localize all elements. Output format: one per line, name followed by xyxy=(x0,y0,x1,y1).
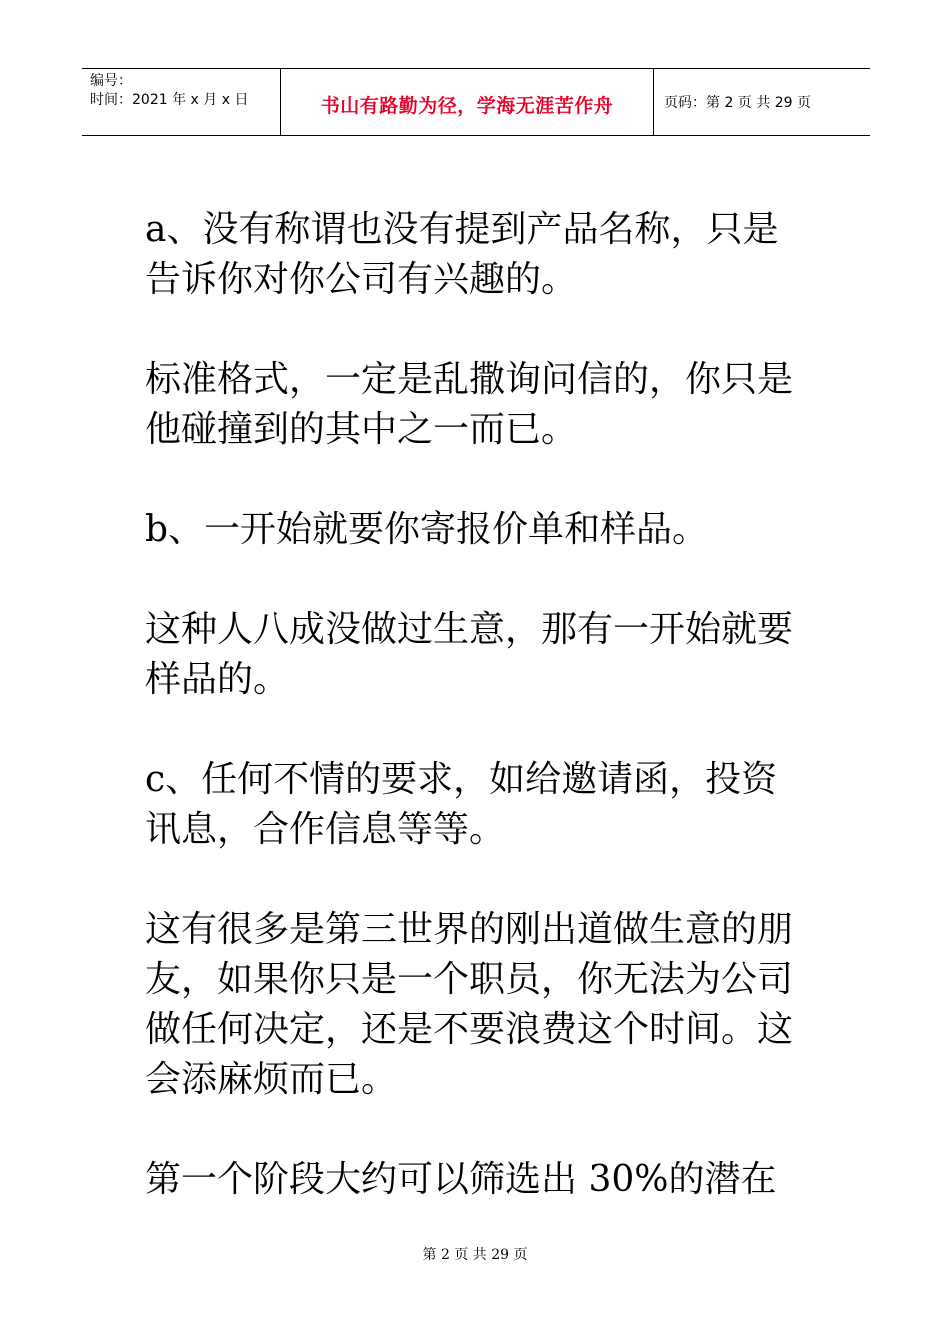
header-motto: 书山有路勤为径，学海无涯苦作舟 xyxy=(320,94,614,117)
paragraph: 第一个阶段大约可以筛选出 30%的潜在 xyxy=(145,1159,777,1200)
paragraph: a、没有称谓也没有提到产品名称，只是告诉你对你公司有兴趣的。 xyxy=(145,209,779,300)
page-footer: 第 2 页 共 29 页 xyxy=(422,1247,528,1263)
document-number-label: 编号： xyxy=(90,73,132,89)
document-body xyxy=(145,205,810,1255)
page-header xyxy=(82,68,870,136)
paragraph: 这有很多是第三世界的刚出道做生意的朋友，如果你只是一个职员，你无法为公司做任何决定，还是不要浪费这个时间。这会添麻烦而已。 xyxy=(145,909,794,1100)
header-page-info-cell xyxy=(654,69,870,135)
paragraph: 标准格式，一定是乱撒询问信的，你只是他碰撞到的其中之一而已。 xyxy=(145,359,794,450)
header-page-info: 页码：第 2 页 共 29 页 xyxy=(664,95,811,111)
paragraph: c、任何不情的要求，如给邀请函，投资讯息，合作信息等等。 xyxy=(145,759,778,850)
header-motto-cell xyxy=(281,69,654,135)
paragraph: 这种人八成没做过生意，那有一开始就要样品的。 xyxy=(145,609,794,700)
paragraph: b、一开始就要你寄报价单和样品。 xyxy=(145,509,709,550)
document-date-label: 时间：2021 年 x 月 x 日 xyxy=(90,92,249,108)
header-meta-cell xyxy=(82,69,281,135)
